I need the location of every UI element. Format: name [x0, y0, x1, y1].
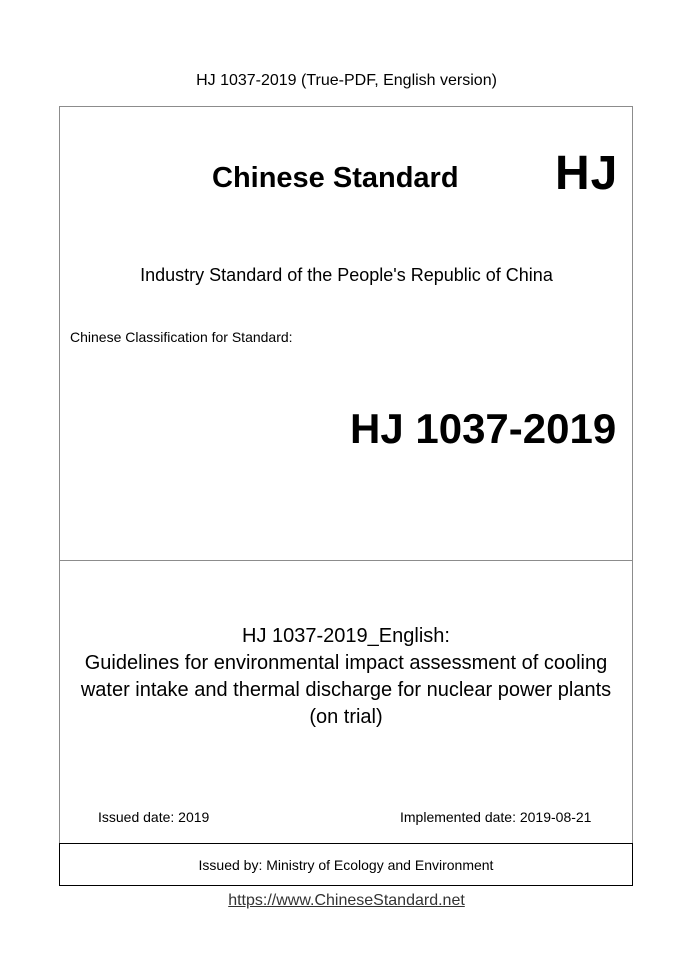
- standard-number: HJ 1037-2019: [350, 405, 617, 452]
- title-line: water intake and thermal discharge for nuclear power plants: [80, 679, 612, 701]
- classification-label: Chinese Classification for Standard:: [70, 329, 293, 345]
- title-line: Guidelines for environmental impact assessment of cooling: [84, 652, 608, 674]
- website-link[interactable]: https://www.ChineseStandard.net: [228, 892, 465, 909]
- standard-title: [59, 623, 633, 731]
- issuer-bar: [59, 843, 633, 886]
- standard-code-prefix: HJ: [555, 147, 619, 200]
- title-line: HJ 1037-2019_English:: [242, 625, 450, 647]
- issued-date: Issued date: 2019: [98, 809, 210, 825]
- title-line: (on trial): [309, 706, 383, 728]
- footer: [0, 892, 693, 910]
- implemented-date: Implemented date: 2019-08-21: [400, 809, 592, 825]
- document-header: HJ 1037-2019 (True-PDF, English version): [196, 72, 497, 89]
- standard-type-heading: Chinese Standard: [212, 162, 459, 194]
- issuer-text: Issued by: Ministry of Ecology and Environment: [198, 856, 494, 873]
- industry-standard-line: Industry Standard of the People's Republic of China: [140, 265, 553, 285]
